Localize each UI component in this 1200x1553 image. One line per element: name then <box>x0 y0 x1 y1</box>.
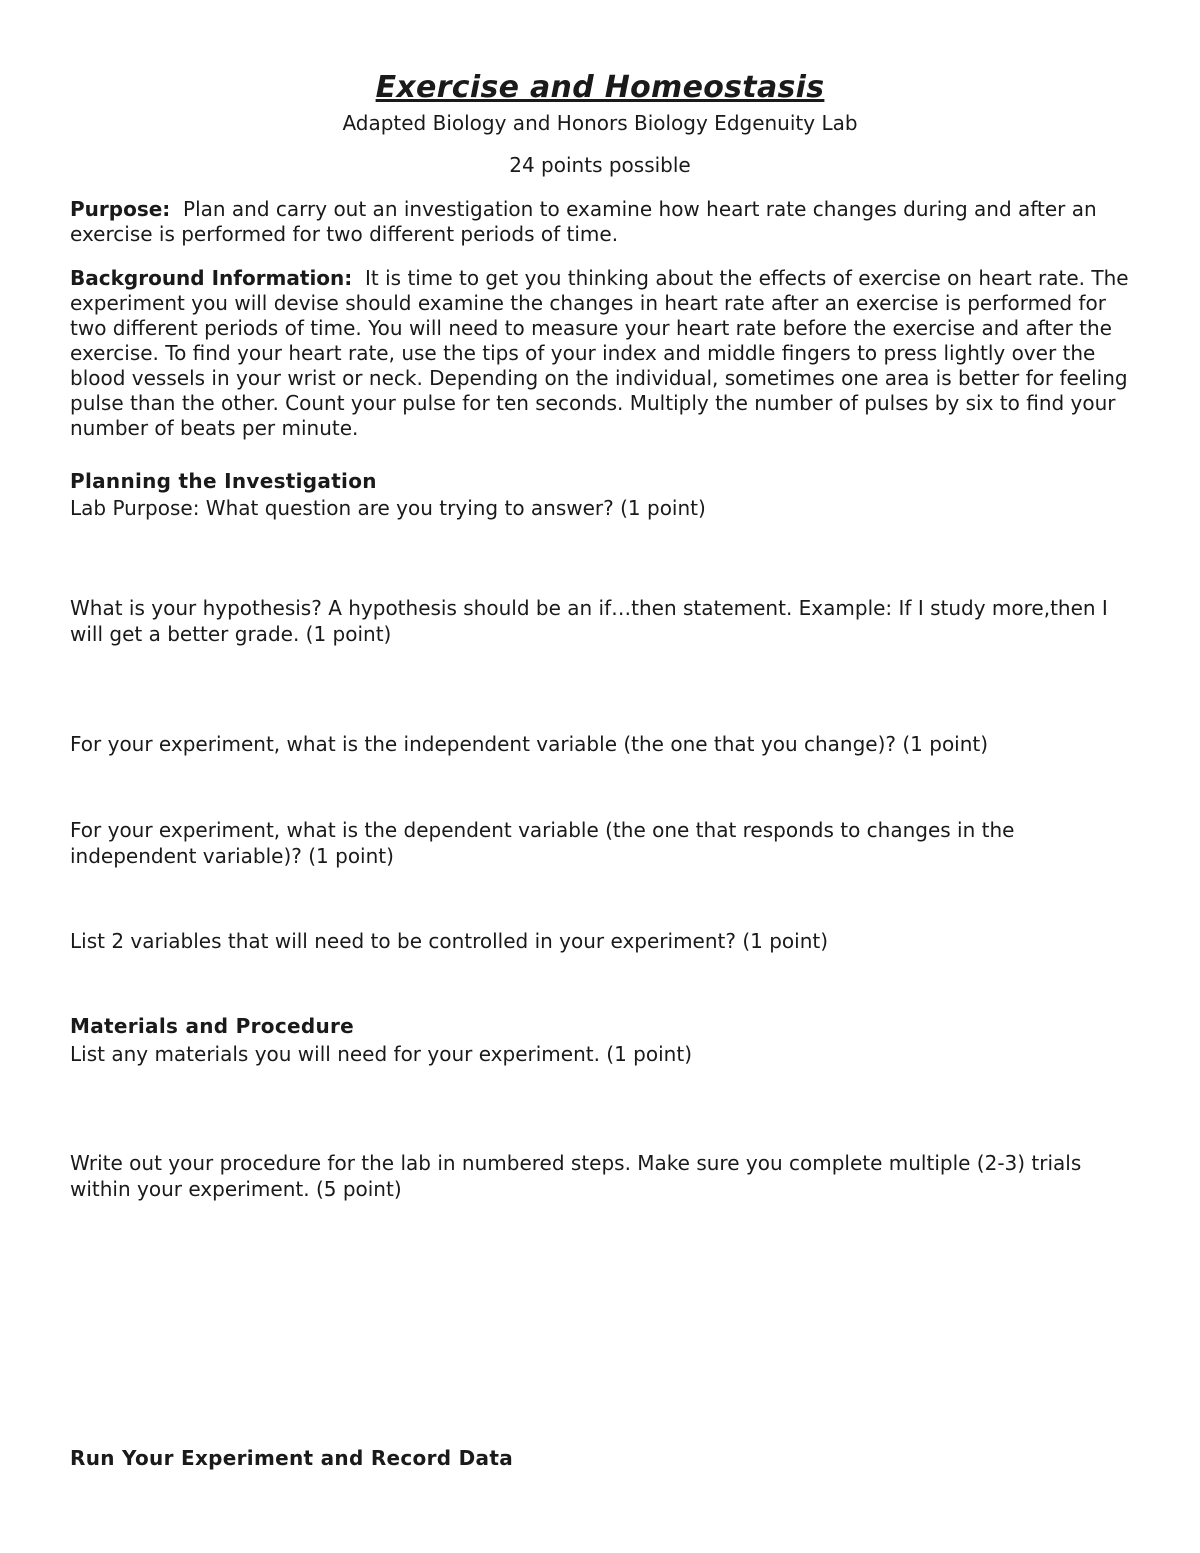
purpose-text: Plan and carry out an investigation to examine how heart rate changes during and after an exercise is performed for two different periods of time. <box>70 197 1097 246</box>
planning-heading: Planning the Investigation <box>70 469 377 493</box>
procedure-question: Write out your procedure for the lab in numbered steps. Make sure you complete multiple (2-3) trials within your experiment. (5 point) <box>70 1151 1082 1201</box>
controlled-variables-question: List 2 variables that will need to be controlled in your experiment? (1 point) <box>70 929 829 953</box>
background-text: It is time to get you thinking about the effects of exercise on heart rate. The experiment you will devise should examine the changes in heart rate after an exercise is performed for two different periods of time. You will need to measure your heart rate before the exercise and after the exercise. To find your heart rate, use the tips of your index and middle fingers to press lightly over the blood vessels in your wrist or neck. Depending on the individual, sometimes one area is better for feeling pulse than the other. Count your pulse for ten seconds. Multiply the number of pulses by six to find your number of beats per minute. <box>70 266 1129 440</box>
document-subtitle: Adapted Biology and Honors Biology Edgenuity Lab <box>342 111 858 135</box>
dependent-variable-question: For your experiment, what is the dependent variable (the one that responds to changes in the independent variable)? (1 point) <box>70 818 1015 868</box>
hypothesis-question: What is your hypothesis? A hypothesis should be an if…then statement. Example: If I study more,then I will get a better grade. (1 point) <box>70 596 1108 646</box>
lab-purpose-question: Lab Purpose: What question are you trying to answer? (1 point) <box>70 496 706 520</box>
document-title: Exercise and Homeostasis <box>375 70 825 105</box>
purpose-label: Purpose: <box>70 197 171 221</box>
background-paragraph <box>70 266 1135 441</box>
materials-heading: Materials and Procedure <box>70 1014 355 1038</box>
background-label: Background Information: <box>70 266 353 290</box>
independent-variable-question: For your experiment, what is the independent variable (the one that you change)? (1 point) <box>70 732 989 756</box>
materials-question: List any materials you will need for your experiment. (1 point) <box>70 1042 692 1066</box>
purpose-paragraph <box>70 197 1135 247</box>
run-experiment-heading: Run Your Experiment and Record Data <box>70 1446 513 1470</box>
points-possible: 24 points possible <box>509 153 691 177</box>
